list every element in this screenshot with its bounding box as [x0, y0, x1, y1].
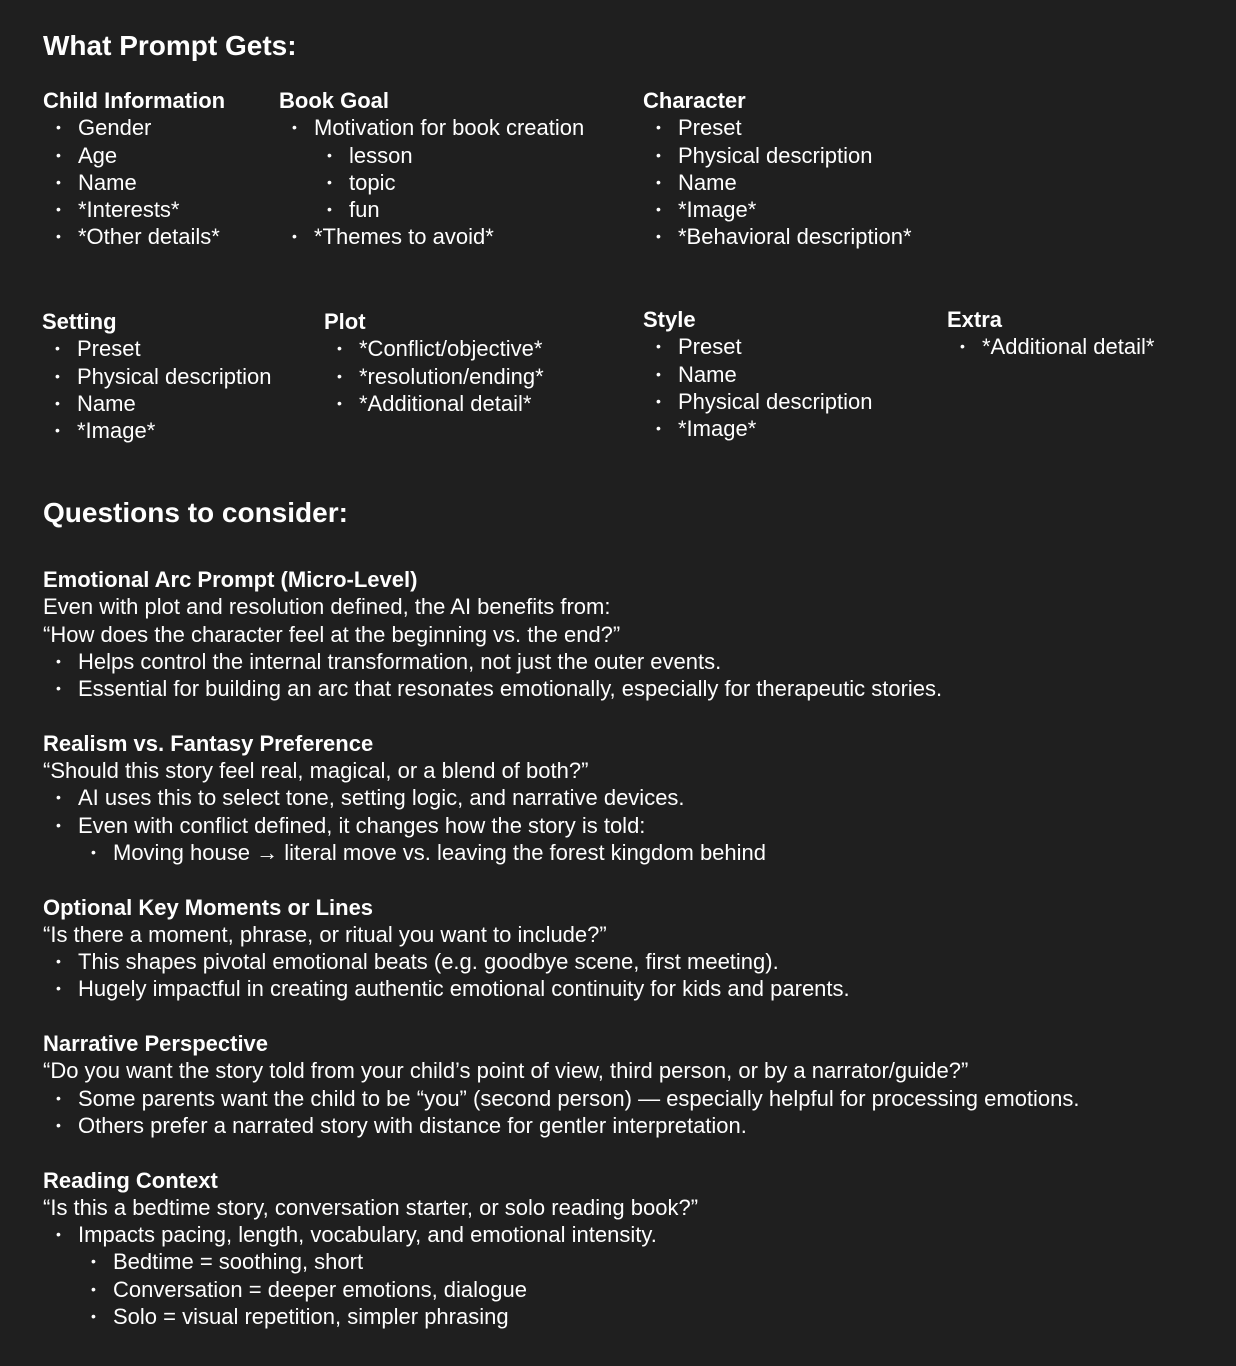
- bullet-text: Name: [78, 169, 137, 195]
- bullet-icon: •: [656, 338, 661, 355]
- bullet-icon: •: [56, 816, 61, 833]
- category-character: [643, 87, 912, 251]
- bullet-text: Motivation for book creation: [314, 115, 585, 141]
- bullet-text: Preset: [77, 336, 141, 362]
- bullet-item: [643, 196, 912, 223]
- bullet-item: [43, 784, 1080, 811]
- category-style: [643, 306, 872, 442]
- bullet-icon: •: [656, 146, 661, 163]
- bullet-icon: •: [91, 843, 96, 860]
- bullet-icon: •: [56, 953, 61, 970]
- bullet-text: *Additional detail*: [359, 390, 532, 416]
- bullet-item: [279, 223, 584, 250]
- question-heading: Emotional Arc Prompt (Micro-Level): [43, 567, 418, 592]
- bullet-icon: •: [56, 173, 61, 190]
- bullet-icon: •: [337, 340, 342, 357]
- bullet-text: Essential for building an arc that resonates emotionally, especially for therapeutic stories.: [78, 676, 943, 702]
- bullet-item: [643, 388, 872, 415]
- bullet-icon: •: [656, 365, 661, 382]
- bullet-item: [43, 975, 1080, 1002]
- bullet-text: fun: [349, 197, 380, 223]
- question-section: [43, 1167, 1080, 1331]
- bullet-item: [43, 223, 225, 250]
- bullet-text: topic: [349, 169, 396, 195]
- category-heading: Setting: [42, 309, 117, 334]
- sub-bullet-item: [43, 1276, 1080, 1303]
- bullet-text: AI uses this to select tone, setting logic, and narrative devices.: [78, 785, 685, 811]
- bullet-icon: •: [656, 392, 661, 409]
- question-heading: Reading Context: [43, 1167, 218, 1193]
- sub-bullet-item: [43, 839, 1080, 866]
- bullet-text: Bedtime = soothing, short: [113, 1249, 364, 1275]
- category-plot: [324, 308, 544, 417]
- question-section: [43, 1030, 1080, 1139]
- bullet-item: [43, 196, 225, 223]
- bullet-text: Physical description: [678, 388, 873, 414]
- bullet-item: [43, 1085, 1080, 1112]
- bullet-text: Hugely impactful in creating authentic emotional continuity for kids and parents.: [78, 976, 850, 1002]
- bullet-item: [643, 169, 912, 196]
- bullet-item: [324, 335, 544, 362]
- bullet-icon: •: [56, 1116, 61, 1133]
- bullet-item: [42, 335, 271, 362]
- paragraph-line: “Should this story feel real, magical, or a blend of both?”: [43, 758, 589, 784]
- bullet-icon: •: [327, 173, 332, 190]
- category-heading: Extra: [947, 307, 1003, 332]
- bullet-icon: •: [91, 1280, 96, 1297]
- bullet-text: *Conflict/objective*: [359, 336, 543, 362]
- bullet-text: Preset: [678, 334, 742, 360]
- bullet-item: [43, 948, 1080, 975]
- bullet-text: *Interests*: [78, 197, 180, 223]
- bullet-icon: •: [56, 146, 61, 163]
- bullet-text: Solo = visual repetition, simpler phrasing: [113, 1304, 509, 1330]
- bullet-text: Some parents want the child to be “you” (second person) — especially helpful for processing emotions.: [78, 1085, 1080, 1111]
- category-heading: Child Information: [43, 88, 226, 113]
- paragraph-line: Even with plot and resolution defined, the AI benefits from:: [43, 594, 611, 620]
- bullet-icon: •: [56, 228, 61, 245]
- bullet-icon: •: [56, 201, 61, 218]
- question-heading: Narrative Perspective: [43, 1031, 269, 1057]
- bullet-text: lesson: [349, 142, 413, 168]
- bullet-text: Moving house → literal move vs. leaving the forest kingdom behind: [113, 839, 767, 865]
- bullet-text: Name: [77, 390, 136, 416]
- sub-bullet-item: [279, 196, 584, 223]
- bullet-icon: •: [656, 201, 661, 218]
- category-heading: Book Goal: [279, 88, 390, 113]
- bullet-icon: •: [337, 367, 342, 384]
- bullet-item: [43, 675, 1080, 702]
- bullet-icon: •: [337, 394, 342, 411]
- questions-title: Questions to consider:: [43, 497, 348, 528]
- bullet-item: [643, 114, 912, 141]
- bullet-text: Age: [78, 142, 118, 168]
- bullet-item: [643, 415, 872, 442]
- bullet-icon: •: [292, 119, 297, 136]
- bullet-item: [324, 390, 544, 417]
- bullet-text: Gender: [78, 115, 152, 141]
- bullet-text: *Behavioral description*: [678, 224, 912, 250]
- paragraph-line: “How does the character feel at the beginning vs. the end?”: [43, 621, 621, 647]
- bullet-icon: •: [56, 1089, 61, 1106]
- paragraph-line: “Do you want the story told from your child’s point of view, third person, or by a narrator/guide?”: [43, 1058, 969, 1084]
- bullet-text: Physical description: [678, 142, 873, 168]
- bullet-icon: •: [55, 367, 60, 384]
- question-section: [43, 730, 1080, 866]
- bullet-icon: •: [292, 228, 297, 245]
- bullet-item: [42, 417, 271, 444]
- bullet-item: [43, 1112, 1080, 1139]
- bullet-text: *Other details*: [78, 224, 220, 250]
- sub-bullet-item: [279, 169, 584, 196]
- bullet-item: [42, 390, 271, 417]
- bullet-icon: •: [960, 338, 965, 355]
- bullet-icon: •: [56, 789, 61, 806]
- bullet-text: Helps control the internal transformation, not just the outer events.: [78, 648, 722, 674]
- bullet-text: Name: [678, 169, 737, 195]
- bullet-item: [324, 363, 544, 390]
- bullet-text: *Themes to avoid*: [314, 224, 494, 250]
- bullet-icon: •: [656, 228, 661, 245]
- bullet-icon: •: [656, 420, 661, 437]
- bullet-text: *Image*: [678, 416, 757, 442]
- bullet-item: [43, 114, 225, 141]
- bullet-text: Physical description: [77, 363, 272, 389]
- bullet-icon: •: [56, 119, 61, 136]
- paragraph-line: “Is this a bedtime story, conversation starter, or solo reading book?”: [43, 1194, 699, 1220]
- bullet-item: [43, 1221, 1080, 1248]
- bullet-icon: •: [55, 340, 60, 357]
- category-heading: Plot: [324, 309, 366, 334]
- bullet-item: [643, 333, 872, 360]
- questions-list: [43, 566, 1080, 1358]
- bullet-item: [643, 223, 912, 250]
- bullet-text: Preset: [678, 115, 742, 141]
- bullet-icon: •: [91, 1308, 96, 1325]
- bullet-text: Impacts pacing, length, vocabulary, and emotional intensity.: [78, 1222, 657, 1248]
- bullet-icon: •: [55, 422, 60, 439]
- bullet-icon: •: [91, 1253, 96, 1270]
- question-section: [43, 566, 1080, 702]
- category-book-goal: [279, 87, 584, 251]
- bullet-item: [279, 114, 584, 141]
- bullet-item: [643, 142, 912, 169]
- bullet-text: Conversation = deeper emotions, dialogue: [113, 1276, 527, 1302]
- bullet-text: Name: [678, 361, 737, 387]
- category-setting: [42, 308, 271, 444]
- bullet-item: [43, 142, 225, 169]
- category-heading: Style: [643, 307, 696, 332]
- question-section: [43, 894, 1080, 1003]
- question-heading: Optional Key Moments or Lines: [43, 894, 374, 920]
- sub-bullet-item: [279, 142, 584, 169]
- page-title: What Prompt Gets:: [43, 30, 297, 61]
- bullet-item: [43, 812, 1080, 839]
- bullet-item: [42, 363, 271, 390]
- bullet-text: *Image*: [678, 197, 757, 223]
- bullet-item: [43, 169, 225, 196]
- bullet-icon: •: [656, 119, 661, 136]
- bullet-icon: •: [55, 394, 60, 411]
- bullet-icon: •: [656, 173, 661, 190]
- bullet-text: Even with conflict defined, it changes how the story is told:: [78, 812, 646, 838]
- paragraph-line: “Is there a moment, phrase, or ritual you want to include?”: [43, 921, 607, 947]
- bullet-text: Others prefer a narrated story with distance for gentler interpretation.: [78, 1112, 747, 1138]
- sub-bullet-item: [43, 1248, 1080, 1275]
- sub-bullet-item: [43, 1303, 1080, 1330]
- question-heading: Realism vs. Fantasy Preference: [43, 730, 374, 756]
- bullet-icon: •: [56, 980, 61, 997]
- category-extra: [947, 306, 1154, 361]
- bullet-item: [643, 361, 872, 388]
- bullet-text: *Image*: [77, 418, 156, 444]
- bullet-item: [947, 333, 1154, 360]
- bullet-icon: •: [327, 146, 332, 163]
- bullet-icon: •: [56, 652, 61, 669]
- bullet-icon: •: [327, 201, 332, 218]
- category-heading: Character: [643, 88, 746, 113]
- bullet-text: *Additional detail*: [982, 334, 1155, 360]
- bullet-text: *resolution/ending*: [359, 363, 544, 389]
- category-child-information: [43, 87, 225, 251]
- bullet-text: This shapes pivotal emotional beats (e.g. goodbye scene, first meeting).: [78, 949, 779, 975]
- bullet-icon: •: [56, 680, 61, 697]
- bullet-icon: •: [56, 1226, 61, 1243]
- bullet-item: [43, 648, 1080, 675]
